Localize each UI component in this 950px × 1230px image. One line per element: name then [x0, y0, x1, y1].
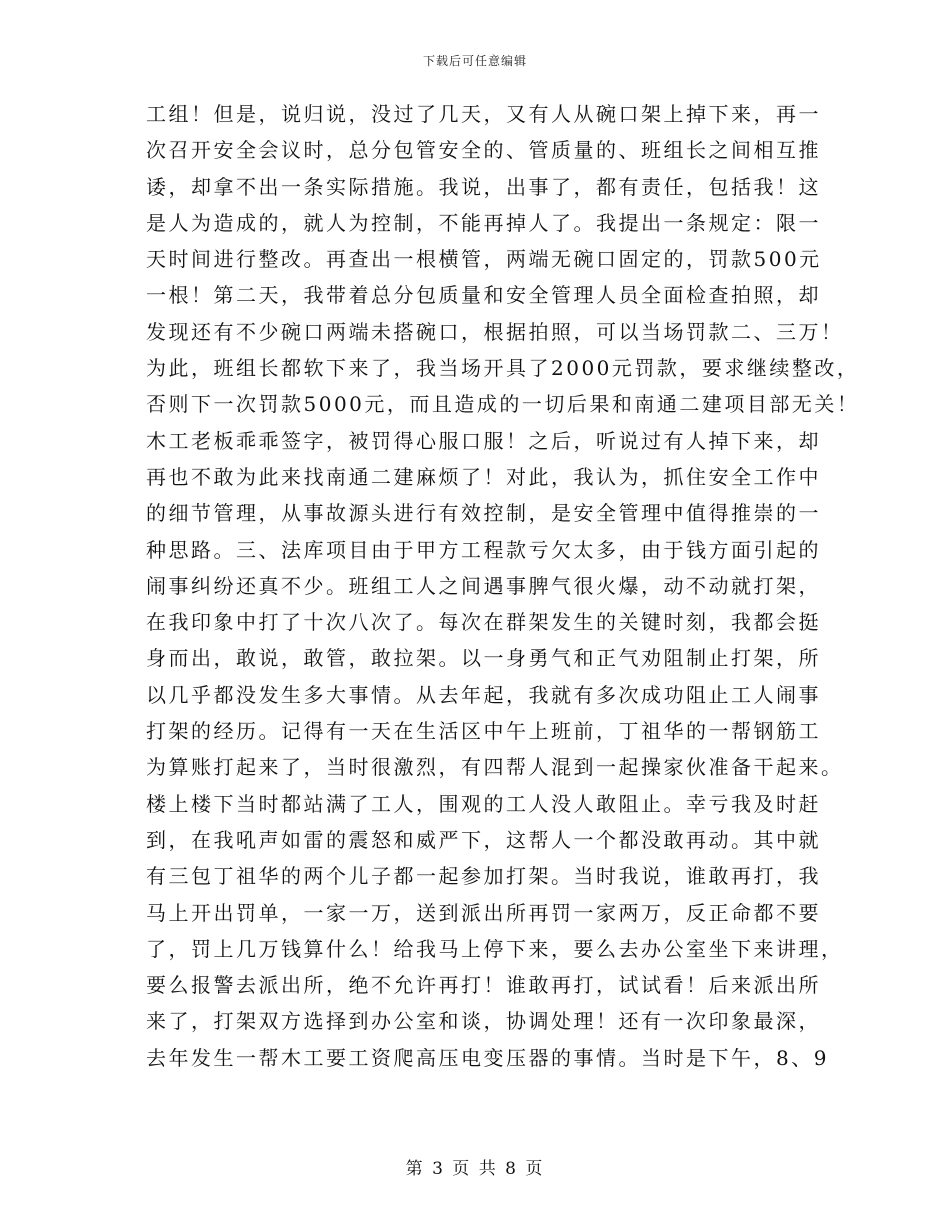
text-line: 种思路。三、法库项目由于甲方工程款亏欠太多，由于钱方面引起的: [146, 537, 821, 562]
text-line: 次召开安全会议时，总分包管安全的、管质量的、班组长之间相互推: [146, 138, 821, 163]
text-line: 一根！第二天，我带着总分包质量和安全管理人员全面检查拍照，却: [146, 283, 821, 308]
text-line: 马上开出罚单，一家一万，送到派出所再罚一家两万，反正命都不要: [146, 900, 821, 925]
page-header: 下载后可任意编辑: [422, 54, 527, 68]
text-line: 的细节管理，从事故源头进行有效控制，是安全管理中值得推崇的一: [146, 501, 821, 526]
text-line: 工组！但是，说归说，没过了几天，又有人从碗口架上掉下来，再一: [146, 102, 821, 126]
text-line: 到，在我吼声如雷的震怒和威严下，这帮人一个都没敢再动。其中就: [146, 827, 821, 852]
text-line: 为此，班组长都软下来了，我当场开具了2000元罚款，要求继续整改，: [146, 356, 860, 381]
text-line: 为算账打起来了，当时很激烈，有四帮人混到一起操家伙准备干起来。: [146, 755, 844, 780]
text-line: 有三包丁祖华的两个儿子都一起参加打架。当时我说，谁敢再打，我: [146, 864, 821, 889]
text-line: 去年发生一帮木工要工资爬高压电变压器的事情。当时是下午，8、9: [146, 1045, 829, 1070]
text-line: 以几乎都没发生多大事情。从去年起，我就有多次成功阻止工人闹事: [146, 682, 821, 707]
text-line: 诿，却拿不出一条实际措施。我说，出事了，都有责任，包括我！这: [146, 174, 821, 199]
text-line: 天时间进行整改。再查出一根横管，两端无碗口固定的，罚款500元: [146, 247, 822, 272]
text-line: 了，罚上几万钱算什么！给我马上停下来，要么去办公室坐下来讲理，: [146, 936, 844, 961]
text-line: 否则下一次罚款5000元，而且造成的一切后果和南通二建项目部无关！: [146, 392, 860, 417]
text-line: 身而出，敢说，敢管，敢拉架。以一身勇气和正气劝阻制止打架，所: [146, 646, 821, 671]
text-line: 楼上楼下当时都站满了工人，围观的工人没人敢阻止。幸亏我及时赶: [146, 791, 821, 816]
text-line: 打架的经历。记得有一天在生活区中午上班前，丁祖华的一帮钢筋工: [146, 719, 821, 744]
document-body: [146, 96, 860, 1076]
text-line: 是人为造成的，就人为控制，不能再掉人了。我提出一条规定：限一: [146, 210, 821, 235]
text-line: 发现还有不少碗口两端未搭碗口，根据拍照，可以当场罚款二、三万！: [146, 319, 844, 344]
text-line: 在我印象中打了十次八次了。每次在群架发生的关键时刻，我都会挺: [146, 610, 821, 635]
page-number-footer: 第 3 页 共 8 页: [405, 1159, 545, 1179]
text-line: 要么报警去派出所，绝不允许再打！谁敢再打，试试看！后来派出所: [146, 973, 821, 998]
text-line: 来了，打架双方选择到办公室和谈，协调处理！还有一次印象最深，: [146, 1009, 821, 1034]
text-line: 闹事纠纷还真不少。班组工人之间遇事脾气很火爆，动不动就打架，: [146, 573, 821, 598]
text-line: 木工老板乖乖签字，被罚得心服口服！之后，听说过有人掉下来，却: [146, 428, 821, 453]
text-line: 再也不敢为此来找南通二建麻烦了！对此，我认为，抓住安全工作中: [146, 464, 821, 489]
